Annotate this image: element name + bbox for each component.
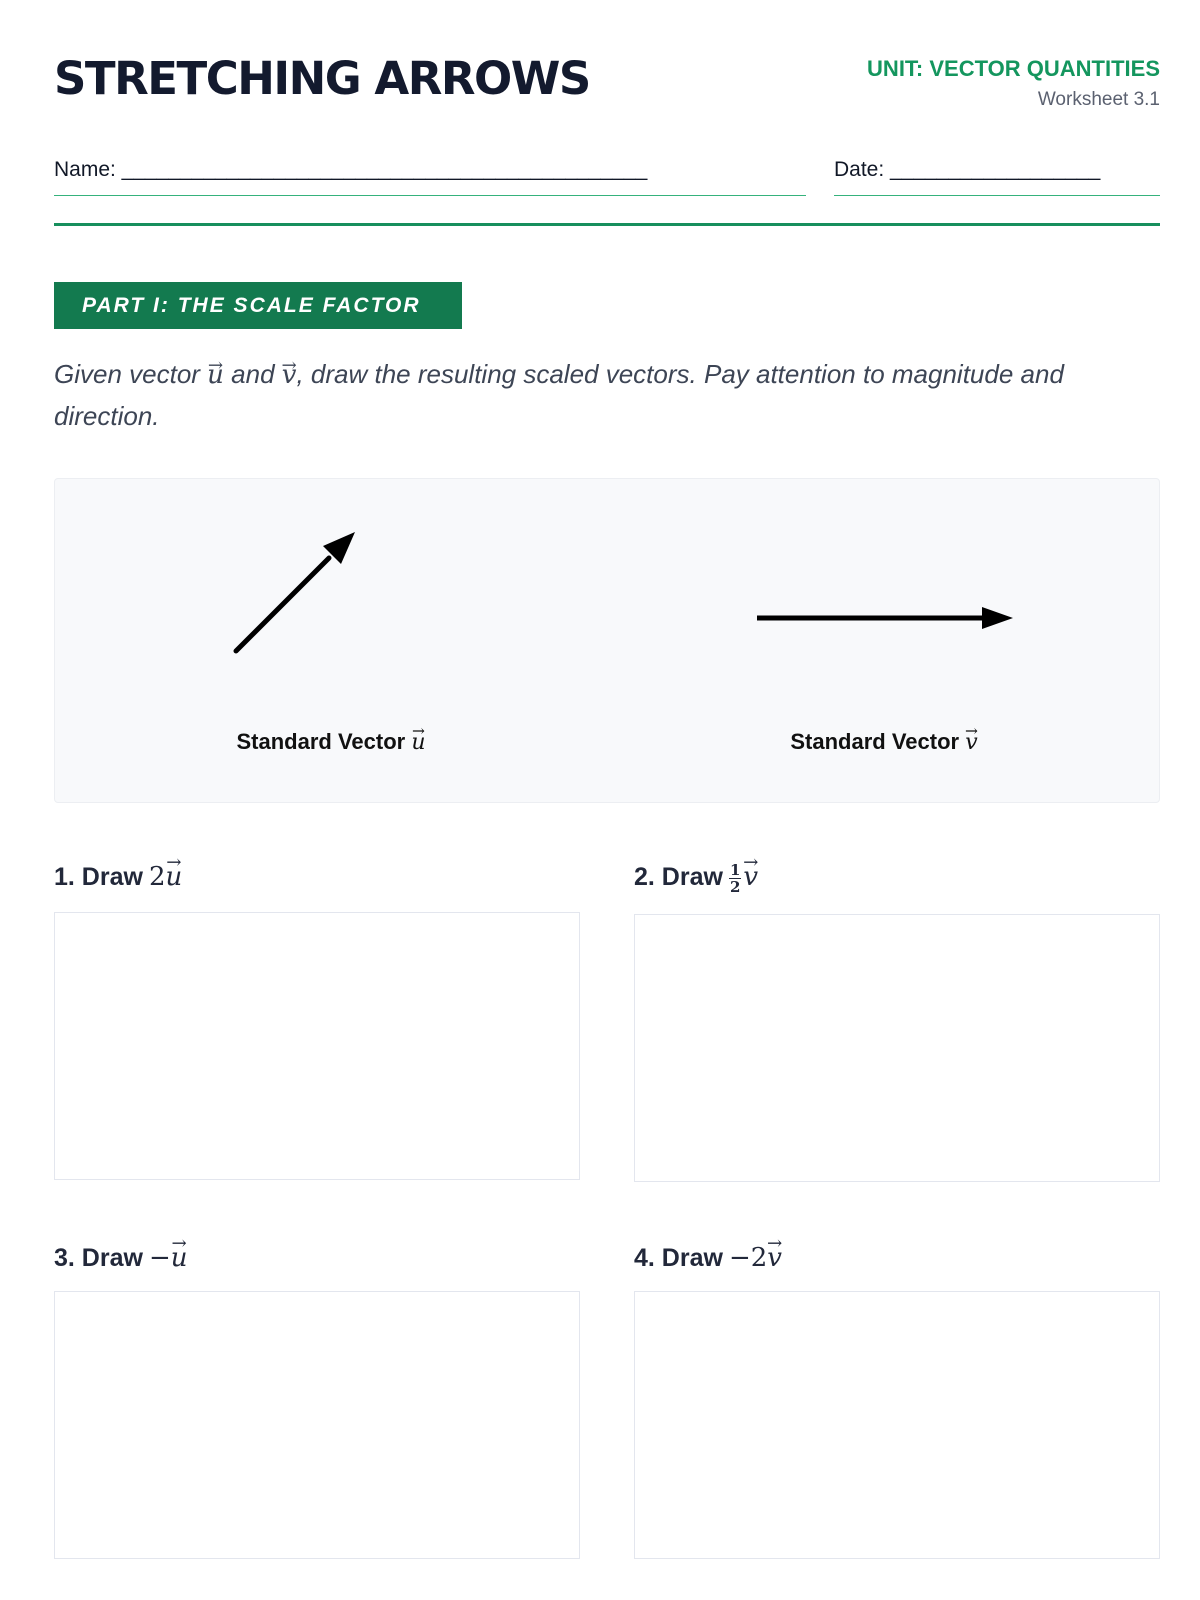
problem-2-expression bbox=[743, 862, 758, 892]
problem-2-drawing-area[interactable] bbox=[634, 914, 1160, 1182]
worksheet-title: STRETCHING ARROWS bbox=[54, 52, 590, 105]
problem-2-label bbox=[634, 862, 758, 895]
problem-2-fraction bbox=[729, 862, 741, 895]
problem-3-vector: → u bbox=[171, 1243, 188, 1273]
vector-v-caption bbox=[790, 729, 977, 755]
problem-2-numerator: 1 bbox=[729, 861, 741, 879]
vector-u-caption bbox=[236, 729, 425, 755]
vector-v-caption-text: Standard Vector bbox=[790, 729, 960, 754]
date-field[interactable]: Date: __________________ bbox=[834, 154, 1160, 196]
problem-3-prompt: 3. Draw bbox=[54, 1244, 143, 1272]
reference-vectors-panel bbox=[54, 478, 1160, 803]
problem-4-vector: → v bbox=[767, 1243, 782, 1273]
vector-v-arrow bbox=[757, 607, 1013, 629]
vector-u-symbol: → u bbox=[207, 355, 224, 396]
problem-3-label bbox=[54, 1243, 187, 1273]
problem-2-prompt: 2. Draw bbox=[634, 863, 723, 892]
problem-2-denominator: 2 bbox=[729, 878, 741, 896]
vector-u-caption-text: Standard Vector bbox=[236, 729, 406, 754]
vector-u-arrow bbox=[236, 532, 355, 651]
section-banner: PART I: THE SCALE FACTOR bbox=[54, 282, 462, 329]
name-field[interactable]: Name: _____________________________________________ bbox=[54, 154, 806, 196]
problem-4-drawing-area[interactable] bbox=[634, 1291, 1160, 1559]
problem-1-expression bbox=[149, 862, 182, 892]
problem-4-prompt: 4. Draw bbox=[634, 1244, 723, 1272]
problem-3-coefficient: − bbox=[148, 1243, 171, 1273]
problem-1-vector: → u bbox=[165, 862, 182, 892]
vector-u-caption-symbol: → u bbox=[411, 730, 425, 755]
instructions-part-b: and bbox=[223, 359, 282, 389]
problem-4-label bbox=[634, 1243, 782, 1273]
vector-v-symbol: → v bbox=[282, 355, 297, 396]
problem-3-expression bbox=[149, 1243, 188, 1273]
instructions-part-c: , draw the resulting scaled vectors. Pay attention to magnitude and direction. bbox=[54, 359, 1064, 431]
header-divider bbox=[54, 223, 1160, 226]
problem-1-label bbox=[54, 862, 182, 892]
problem-3-drawing-area[interactable] bbox=[54, 1291, 580, 1559]
problem-4-expression bbox=[729, 1243, 782, 1273]
problem-1-coefficient: 2 bbox=[148, 862, 166, 892]
reference-vectors-drawing bbox=[55, 479, 1161, 804]
problem-2-vector: → v bbox=[743, 862, 758, 892]
instructions-part-a: Given vector bbox=[54, 359, 208, 389]
problem-4-coefficient: −2 bbox=[728, 1243, 768, 1273]
problem-1-prompt: 1. Draw bbox=[54, 863, 143, 891]
instructions-text bbox=[54, 354, 1160, 437]
problem-1-drawing-area[interactable] bbox=[54, 912, 580, 1180]
worksheet-number: Worksheet 3.1 bbox=[1037, 89, 1160, 110]
unit-label: UNIT: VECTOR QUANTITIES bbox=[867, 56, 1160, 81]
vector-v-caption-symbol: → v bbox=[965, 730, 977, 755]
